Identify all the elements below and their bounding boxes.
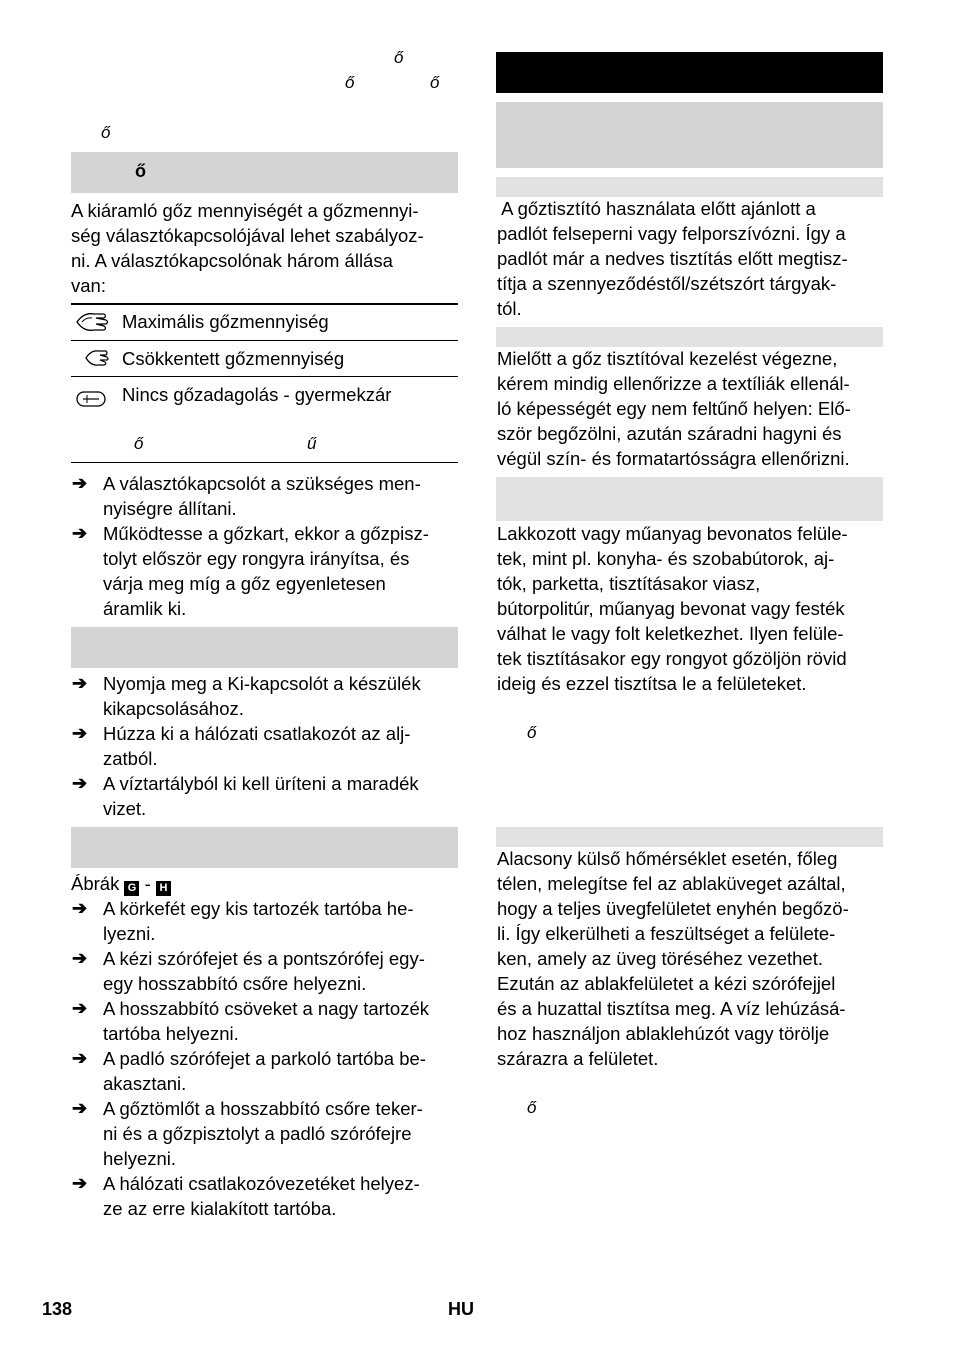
max-steam-icon — [74, 308, 110, 336]
instruction-step — [72, 721, 532, 771]
stray-glyph: ő — [527, 1098, 537, 1117]
text-line: títja a szennyeződéstől/szétszórt tárgyak- — [497, 273, 837, 294]
text-line: hogy a teljes üvegfelületet enyhén begőzö- — [497, 898, 849, 919]
text-line: Nyomja meg a Ki-kapcsolót a készülék — [103, 673, 421, 694]
text-line: A gőztisztító használata előtt ajánlott a — [497, 198, 816, 219]
stray-glyph: ő — [527, 723, 537, 742]
text-line: tól. — [497, 298, 522, 319]
arrow-icon: ➔ — [72, 1098, 88, 1118]
text-line: bútorpolitúr, műanyag bevonat vagy festék — [497, 598, 845, 619]
text-line: Lakkozott vagy műanyag bevonatos felüle- — [497, 523, 848, 544]
arrow-icon: ➔ — [72, 898, 88, 918]
text-line: Húzza ki a hálózati csatlakozót az alj- — [103, 723, 411, 744]
text-line: áramlik ki. — [103, 598, 187, 619]
text-line: szárazra a felületet. — [497, 1048, 659, 1069]
instruction-step — [72, 1096, 532, 1171]
arrow-icon: ➔ — [72, 473, 88, 493]
stray-glyph: ő — [430, 73, 440, 92]
text-line: A hosszabbító csöveket a nagy tartozék — [103, 998, 429, 1019]
section-heading-glyph: ő — [135, 161, 146, 181]
text-line: A kiáramló gőz mennyiségét a gőzmennyi- — [71, 200, 419, 221]
text-line: li. Így elkerülheti a feszültséget a felülete- — [497, 923, 836, 944]
arrow-icon: ➔ — [72, 723, 88, 743]
reduced-steam-icon — [84, 346, 110, 370]
instruction-step — [72, 471, 532, 521]
text-line: télen, melegítse fel az ablaküveget azáltal, — [497, 873, 846, 894]
table-rule — [71, 376, 458, 377]
paragraph — [497, 521, 889, 696]
intro-paragraph — [71, 198, 461, 298]
section-heading-bar — [496, 102, 883, 168]
page-number: 138 — [42, 1299, 73, 1319]
text-line: várja meg míg a gőz egyenletesen — [103, 573, 386, 594]
paragraph — [497, 346, 889, 471]
instruction-step — [72, 896, 532, 946]
divider-rule — [71, 462, 458, 463]
text-line: ló képességét egy nem feltűnő helyen: Elő- — [497, 398, 851, 419]
arrow-icon: ➔ — [72, 1048, 88, 1068]
text-line: van: — [71, 275, 106, 296]
text-line: A gőztömlőt a hosszabbító csőre teker- — [103, 1098, 423, 1119]
text-line: A víztartályból ki kell üríteni a maradék — [103, 773, 419, 794]
text-line: tók, parketta, tisztításakor viasz, — [497, 573, 761, 594]
instruction-step — [72, 521, 532, 621]
text-line: tek, mint pl. konyha- és szobabútorok, aj- — [497, 548, 835, 569]
paragraph — [497, 846, 889, 1071]
text-line: A kézi szórófejet és a pontszórófej egy- — [103, 948, 425, 969]
text-line: válhat le vagy folt keletkezhet. Ilyen felüle- — [497, 623, 844, 644]
text-line: ni. A választókapcsolónak három állása — [71, 250, 393, 271]
paragraph — [497, 196, 889, 321]
arrow-icon: ➔ — [72, 773, 88, 793]
text-line: ken, amely az üveg töréséhez vezethet. — [497, 948, 823, 969]
text-line: A választókapcsolót a szükséges men- — [103, 473, 421, 494]
text-line: lyezni. — [103, 923, 156, 944]
section-heading-bar — [71, 627, 458, 668]
child-lock-icon — [75, 388, 109, 410]
subsection-heading-bar — [496, 327, 883, 347]
stray-glyph: ő — [134, 434, 144, 453]
text-line: kérem mindig ellenőrizze a textíliák ellenál- — [497, 373, 850, 394]
text-line: zatból. — [103, 748, 158, 769]
text-line: végül szín- és formatartósságra ellenőrizni. — [497, 448, 850, 469]
text-line: ze az erre kialakított tartóba. — [103, 1198, 337, 1219]
stray-glyph: ő — [101, 123, 111, 142]
text-line: nyiségre állítani. — [103, 498, 237, 519]
text-line: padlót már a nedves tisztítás előtt megtisz- — [497, 248, 848, 269]
arrow-icon: ➔ — [72, 523, 88, 543]
figure-reference — [71, 871, 171, 896]
setting-label: Nincs gőzadagolás - gyermekzár — [122, 384, 392, 405]
text-line: akasztani. — [103, 1073, 187, 1094]
subsection-heading-bar — [496, 477, 883, 521]
language-code: HU — [448, 1299, 474, 1319]
table-rule — [71, 303, 458, 305]
figure-label-box: H — [156, 881, 171, 896]
instruction-step — [72, 996, 532, 1046]
text-line: ször begőzölni, azután száradni hagyni és — [497, 423, 842, 444]
setting-label: Csökkentett gőzmennyiség — [122, 348, 345, 369]
arrow-icon: ➔ — [72, 1173, 88, 1193]
chapter-heading-bar — [496, 52, 883, 93]
table-rule — [71, 340, 458, 341]
stray-glyph: ő — [394, 48, 404, 67]
text-line: vizet. — [103, 798, 147, 819]
figure-separator: - — [144, 873, 151, 894]
instruction-step — [72, 671, 532, 721]
figure-prefix: Ábrák — [71, 873, 120, 894]
instruction-step — [72, 946, 532, 996]
text-line: padlót felseperni vagy felporszívózni. Így a — [497, 223, 846, 244]
stray-glyph: ű — [307, 434, 317, 453]
text-line: A hálózati csatlakozóvezetéket helyez- — [103, 1173, 420, 1194]
instruction-step — [72, 1171, 532, 1221]
instruction-step — [72, 1046, 532, 1096]
text-line: A padló szórófejet a parkoló tartóba be- — [103, 1048, 426, 1069]
text-line: Működtesse a gőzkart, ekkor a gőzpisz- — [103, 523, 429, 544]
text-line: ideig és ezzel tisztítsa le a felületeket. — [497, 673, 807, 694]
text-line: kikapcsolásához. — [103, 698, 244, 719]
arrow-icon: ➔ — [72, 948, 88, 968]
text-line: Alacsony külső hőmérséklet esetén, főleg — [497, 848, 838, 869]
text-line: helyezni. — [103, 1148, 177, 1169]
text-line: hoz használjon ablaklehúzót vagy törölje — [497, 1023, 830, 1044]
text-line: tolyt először egy rongyra irányítsa, és — [103, 548, 410, 569]
subsection-heading-bar — [496, 827, 883, 847]
text-line: tek tisztításakor egy rongyot gőzöljön rövid — [497, 648, 847, 669]
text-line: A körkefét egy kis tartozék tartóba he- — [103, 898, 414, 919]
text-line: egy hosszabbító csőre helyezni. — [103, 973, 367, 994]
text-line: és a huzattal tisztítsa meg. A víz lehúzásá- — [497, 998, 846, 1019]
section-heading-bar — [71, 152, 458, 193]
instruction-step — [72, 771, 532, 821]
text-line: ség választókapcsolójával lehet szabályoz- — [71, 225, 424, 246]
arrow-icon: ➔ — [72, 998, 88, 1018]
figure-label-box: G — [124, 881, 139, 896]
subsection-heading-bar — [496, 177, 883, 197]
section-heading-bar — [71, 827, 458, 868]
text-line: Ezután az ablakfelületet a kézi szórófejjel — [497, 973, 836, 994]
setting-label: Maximális gőzmennyiség — [122, 311, 329, 332]
text-line: tartóba helyezni. — [103, 1023, 239, 1044]
text-line: Mielőtt a gőz tisztítóval kezelést végezne, — [497, 348, 838, 369]
stray-glyph: ő — [345, 73, 355, 92]
arrow-icon: ➔ — [72, 673, 88, 693]
text-line: ni és a gőzpisztolyt a padló szórófejre — [103, 1123, 412, 1144]
